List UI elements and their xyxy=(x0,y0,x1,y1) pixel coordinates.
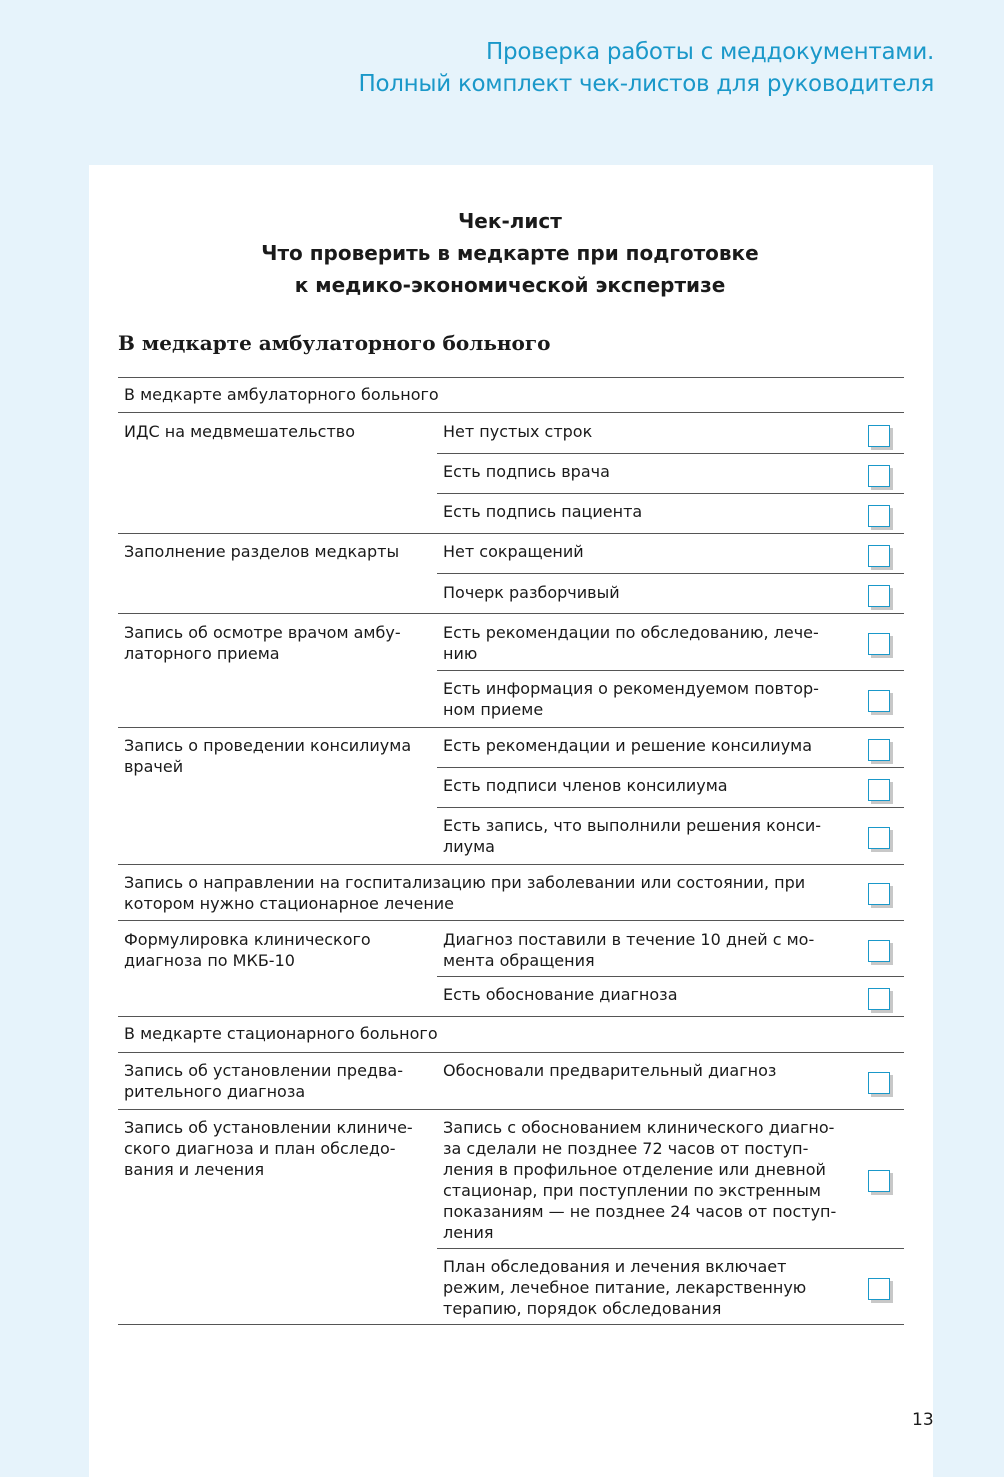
checklist-title xyxy=(0,205,1004,301)
check-item-line: ления xyxy=(443,1223,494,1242)
checkbox[interactable] xyxy=(868,690,890,712)
criterion-diagnosis xyxy=(124,929,424,971)
criterion-line: Формулировка клинического xyxy=(124,930,371,949)
table-rule xyxy=(437,453,904,454)
criterion-line: латорного приема xyxy=(124,644,280,663)
check-item-line: План обследования и лечения включает xyxy=(443,1257,787,1276)
table-rule xyxy=(118,613,904,614)
table-rule xyxy=(118,920,904,921)
check-item: Есть обоснование диагноза xyxy=(443,985,678,1004)
check-item xyxy=(443,678,843,720)
check-item-line: Есть запись, что выполнили решения конси- xyxy=(443,816,822,835)
checkbox[interactable] xyxy=(868,988,890,1010)
check-item xyxy=(443,1256,843,1319)
table-rule xyxy=(437,807,904,808)
title-line-3: к медико-экономической экспертизе xyxy=(294,273,726,297)
criterion-line: рительного диагноза xyxy=(124,1082,306,1101)
criterion-hospitalization xyxy=(124,872,824,914)
table-rule xyxy=(437,573,904,574)
check-item-line: терапию, порядок обследования xyxy=(443,1299,722,1318)
check-item xyxy=(443,622,843,664)
criterion-exam xyxy=(124,622,424,664)
check-item-line: Запись с обоснованием клинического диагно- xyxy=(443,1118,835,1137)
check-item-line: за сделали не позднее 72 часов от поступ- xyxy=(443,1139,809,1158)
checkbox[interactable] xyxy=(868,883,890,905)
criterion-line: диагноза по МКБ-10 xyxy=(124,951,295,970)
table-rule xyxy=(118,1109,904,1110)
table-rule xyxy=(437,1248,904,1249)
check-item: Почерк разборчивый xyxy=(443,583,620,602)
check-item: Нет сокращений xyxy=(443,542,584,561)
table-rule xyxy=(437,976,904,977)
check-item-line: стационар, при поступлении по экстренным xyxy=(443,1181,821,1200)
criterion-line: врачей xyxy=(124,757,184,776)
criterion-line: Запись об установлении клиниче- xyxy=(124,1118,413,1137)
page-number: 13 xyxy=(912,1410,934,1430)
table-rule xyxy=(437,767,904,768)
table-rule xyxy=(118,1016,904,1017)
table-rule xyxy=(118,377,904,378)
check-item-line: Есть рекомендации по обследованию, лече- xyxy=(443,623,819,642)
table-rule xyxy=(118,864,904,865)
check-item xyxy=(443,929,843,971)
table-rule xyxy=(118,533,904,534)
criterion-fill: Заполнение разделов медкарты xyxy=(124,542,400,561)
checkbox[interactable] xyxy=(868,545,890,567)
check-item: Есть подпись врача xyxy=(443,462,610,481)
table-rule xyxy=(437,493,904,494)
running-header xyxy=(359,36,934,100)
section-title: В медкарте амбулаторного больного xyxy=(118,331,551,355)
check-item-line: лиума xyxy=(443,837,495,856)
criterion-preliminary xyxy=(124,1060,424,1102)
check-item-line: ления в профильное отделение или дневной xyxy=(443,1160,826,1179)
criterion-line: Запись об установлении предва- xyxy=(124,1061,403,1080)
check-item xyxy=(443,1117,843,1243)
check-item: Есть рекомендации и решение консилиума xyxy=(443,736,813,755)
check-item-line: Есть информация о рекомендуемом повтор- xyxy=(443,679,819,698)
checkbox[interactable] xyxy=(868,779,890,801)
check-item-line: мента обращения xyxy=(443,951,595,970)
criterion-line: Запись об осмотре врачом амбу- xyxy=(124,623,401,642)
criterion-line: ского диагноза и план обследо- xyxy=(124,1139,396,1158)
check-item-line: нию xyxy=(443,644,478,663)
checkbox[interactable] xyxy=(868,1170,890,1192)
table-rule xyxy=(437,670,904,671)
criterion-line: Запись о направлении на госпитализацию при заболевании или состоянии, при xyxy=(124,873,806,892)
criterion-line: котором нужно стационарное лечение xyxy=(124,894,455,913)
header-line-1: Проверка работы с меддокументами. xyxy=(486,39,934,65)
checkbox[interactable] xyxy=(868,585,890,607)
criterion-clinical xyxy=(124,1117,424,1180)
checkbox[interactable] xyxy=(868,739,890,761)
table-rule xyxy=(118,1324,904,1325)
checkbox[interactable] xyxy=(868,505,890,527)
section-row-stationary: В медкарте стационарного больного xyxy=(124,1024,438,1043)
check-item-line: режим, лечебное питание, лекарственную xyxy=(443,1278,807,1297)
table-rule xyxy=(118,1052,904,1053)
checkbox[interactable] xyxy=(868,633,890,655)
criterion-line: Запись о проведении консилиума xyxy=(124,736,412,755)
criterion-ids: ИДС на медвмешательство xyxy=(124,422,355,441)
checkbox[interactable] xyxy=(868,465,890,487)
check-item: Нет пустых строк xyxy=(443,422,593,441)
table-rule xyxy=(118,412,904,413)
title-line-1: Чек-лист xyxy=(458,209,562,233)
check-item: Обосновали предварительный диагноз xyxy=(443,1061,777,1080)
check-item-line: показаниям — не позднее 24 часов от поступ- xyxy=(443,1202,837,1221)
checkbox[interactable] xyxy=(868,940,890,962)
section-row-ambulatory: В медкарте амбулаторного больного xyxy=(124,385,439,404)
title-line-2: Что проверить в медкарте при подготовке xyxy=(261,241,759,265)
check-item: Есть подпись пациента xyxy=(443,502,643,521)
checkbox[interactable] xyxy=(868,827,890,849)
checkbox[interactable] xyxy=(868,1278,890,1300)
criterion-consilium xyxy=(124,735,424,777)
table-rule xyxy=(118,727,904,728)
check-item-line: ном приеме xyxy=(443,700,544,719)
check-item: Есть подписи членов консилиума xyxy=(443,776,728,795)
checkbox[interactable] xyxy=(868,1072,890,1094)
checkbox[interactable] xyxy=(868,425,890,447)
check-item-line: Диагноз поставили в течение 10 дней с мо- xyxy=(443,930,815,949)
check-item xyxy=(443,815,843,857)
criterion-line: вания и лечения xyxy=(124,1160,265,1179)
header-line-2: Полный комплект чек-листов для руководителя xyxy=(358,71,934,97)
